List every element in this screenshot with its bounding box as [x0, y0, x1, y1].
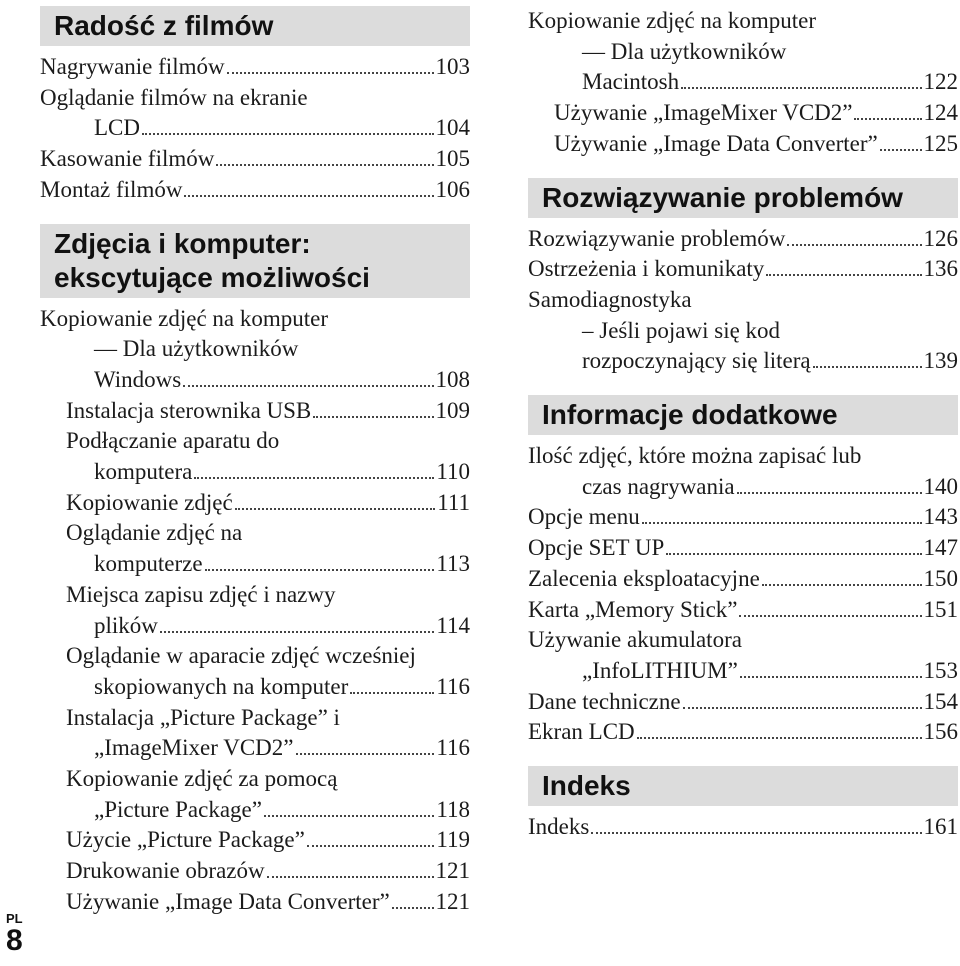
toc-entry[interactable]: „ImageMixer VCD2” 116	[94, 735, 470, 761]
toc-entry[interactable]: Montaż filmów 106	[40, 176, 470, 202]
toc-entry[interactable]: Zalecenia eksploatacyjne 150	[528, 565, 958, 591]
toc-entry[interactable]: LCD 104	[94, 115, 470, 141]
left-column	[40, 0, 470, 918]
section-heading-computer	[40, 224, 470, 298]
toc-entry-line: Oglądanie filmów na ekranie	[40, 84, 308, 110]
toc-entry[interactable]: Ostrzeżenia i komunikaty 136	[528, 256, 958, 282]
toc-entry[interactable]: Opcje SET UP 147	[528, 535, 958, 561]
toc-entry[interactable]: Karta „Memory Stick” 151	[528, 596, 958, 622]
toc-entry[interactable]: Rozwiązywanie problemów 126	[528, 225, 958, 251]
toc-entry[interactable]: Używanie „Image Data Converter” 121	[66, 888, 470, 914]
toc-entry[interactable]: Używanie „ImageMixer VCD2” 124	[554, 100, 958, 126]
section-heading-line: Zdjęcia i komputer:	[54, 227, 311, 259]
toc-entry[interactable]: rozpoczynający się literą 139	[582, 348, 958, 374]
toc-entry-line: Ilość zdjęć, które można zapisać lub	[528, 443, 862, 469]
toc-entry-line: Podłączanie aparatu do	[66, 428, 280, 454]
language-code: PL	[6, 911, 23, 926]
toc-entry-line: Instalacja „Picture Package” i	[66, 704, 340, 730]
toc-entry-line: Oglądanie w aparacie zdjęć wcześniej	[66, 643, 416, 669]
section-heading-line: ekscytujące możliwości	[54, 261, 370, 293]
toc-entry[interactable]: Macintosh 122	[582, 69, 958, 95]
toc-entry-line: Samodiagnostyka	[528, 286, 692, 312]
toc-entry[interactable]: Drukowanie obrazów 121	[66, 858, 470, 884]
toc-entry-line: Miejsca zapisu zdjęć i nazwy	[66, 581, 336, 607]
toc-entry[interactable]: Nagrywanie filmów 103	[40, 54, 470, 79]
toc-entry[interactable]: „Picture Package” 118	[94, 796, 470, 822]
toc-entry-line: Kopiowanie zdjęć za pomocą	[66, 766, 338, 792]
toc-entry-line: Oglądanie zdjęć na	[66, 520, 243, 546]
toc-entry-line: — Dla użytkowników	[582, 38, 787, 64]
toc-entry[interactable]: komputerze 113	[94, 551, 470, 577]
toc-entry[interactable]: Opcje menu 143	[528, 504, 958, 530]
toc-entry[interactable]: Windows 108	[94, 366, 470, 392]
toc-entry-line: – Jeśli pojawi się kod	[582, 317, 781, 343]
toc-entry-line: — Dla użytkowników	[94, 336, 299, 362]
section-heading-troubleshooting: Rozwiązywanie problemów	[528, 178, 958, 218]
toc-entry-line: Kopiowanie zdjęć na komputer	[40, 305, 329, 331]
toc-entry[interactable]: skopiowanych na komputer 116	[94, 673, 470, 699]
section-heading-index: Indeks	[528, 766, 958, 806]
section-heading-additional-info: Informacje dodatkowe	[528, 395, 958, 435]
page-number: 8	[6, 924, 23, 957]
toc-entry[interactable]: czas nagrywania 140	[582, 473, 958, 499]
toc-entry[interactable]: komputera 110	[94, 459, 470, 485]
toc-entry[interactable]: plików 114	[94, 612, 470, 638]
toc-entry[interactable]: Użycie „Picture Package” 119	[66, 827, 470, 853]
toc-entry[interactable]: Indeks 161	[528, 814, 958, 840]
toc-entry[interactable]: Kopiowanie zdjęć 111	[66, 489, 470, 515]
page-number-marker	[6, 912, 23, 956]
toc-entry-line: Kopiowanie zdjęć na komputer	[528, 8, 817, 33]
toc-entry[interactable]: Używanie „Image Data Converter” 125	[554, 130, 958, 156]
toc-entry-line: Używanie akumulatora	[528, 627, 742, 653]
section-heading-movies: Radość z filmów	[40, 6, 470, 46]
toc-entry[interactable]: „InfoLITHIUM” 153	[582, 657, 958, 683]
toc-entry[interactable]: Dane techniczne 154	[528, 688, 958, 714]
toc-entry[interactable]: Ekran LCD 156	[528, 719, 958, 745]
right-column	[528, 0, 958, 843]
toc-entry[interactable]: Kasowanie filmów 105	[40, 146, 470, 172]
toc-entry[interactable]: Instalacja sterownika USB 109	[66, 397, 470, 423]
